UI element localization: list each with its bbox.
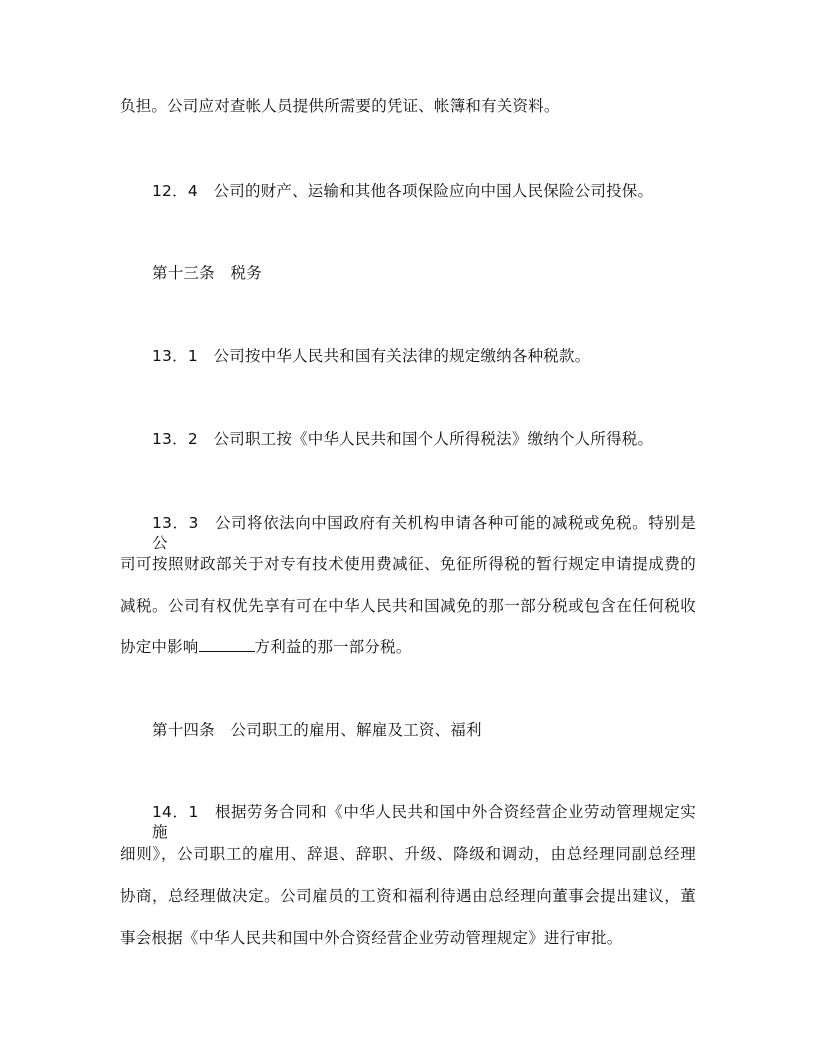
article-13-heading: 第十三条 税务	[152, 264, 262, 282]
clause-13-2: 13．2 公司职工按《中华人民共和国个人所得税法》缴纳个人所得税。	[152, 430, 654, 448]
clause-13-3-text-after-blank: 方利益的那一部分税。	[254, 638, 412, 656]
clause-14-1-line-3: 协商，总经理做决定。公司雇员的工资和福利待遇由总经理向董事会提出建议，董	[120, 887, 696, 905]
clause-13-3-line-2: 司可按照财政部关于对专有技术使用费减征、免征所得税的暂行规定申请提成费的	[120, 555, 696, 573]
clause-14-1-line-4: 事会根据《中华人民共和国中外合资经营企业劳动管理规定》进行审批。	[120, 929, 623, 947]
clause-12-4: 12．4 公司的财产、运输和其他各项保险应向中国人民保险公司投保。	[152, 182, 654, 200]
clause-13-3-text-before-blank: 协定中影响	[120, 638, 199, 656]
paragraph-line: 负担。公司应对查帐人员提供所需要的凭证、帐簿和有关资料。	[120, 97, 560, 115]
clause-13-3-line-4	[120, 637, 412, 657]
article-14-heading: 第十四条 公司职工的雇用、解雇及工资、福利	[152, 721, 482, 739]
clause-14-1-line-1: 14．1 根据劳务合同和《中华人民共和国中外合资经营企业劳动管理规定实施	[152, 803, 696, 841]
clause-13-1: 13．1 公司按中华人民共和国有关法律的规定缴纳各种税款。	[152, 347, 591, 365]
clause-13-3-line-3: 减税。公司有权优先享有可在中华人民共和国减免的那一部分税或包含在任何税收	[120, 597, 696, 615]
clause-14-1-line-2: 细则》，公司职工的雇用、辞退、辞职、升级、降级和调动，由总经理同副总经理	[120, 845, 696, 863]
fill-in-blank	[199, 637, 255, 652]
clause-13-3-line-1: 13．3 公司将依法向中国政府有关机构申请各种可能的减税或免税。特别是公	[152, 514, 696, 552]
